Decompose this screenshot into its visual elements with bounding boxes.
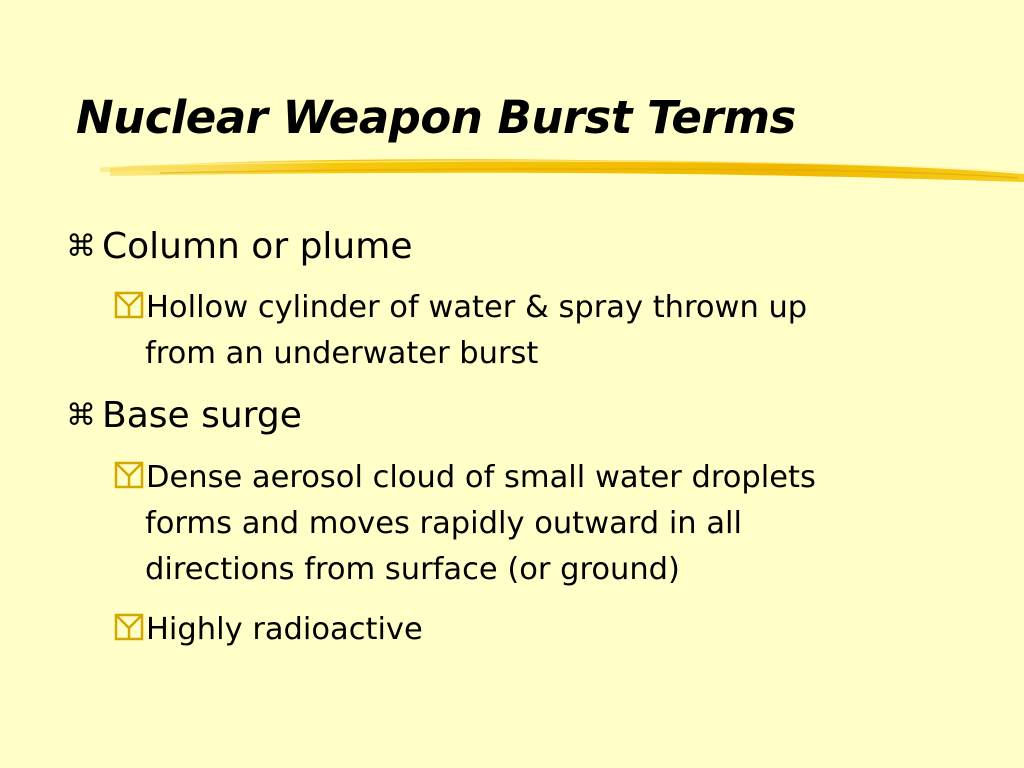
- sub-bullet-line: Hollow cylinder of water & spray thrown up: [146, 290, 808, 325]
- bullet-column-or-plume: [66, 225, 412, 269]
- sub-bullet-dense-aerosol: [114, 455, 944, 593]
- sub-bullet-line: forms and moves rapidly outward in all: [145, 506, 742, 541]
- title-underline-brushstroke: [100, 148, 1024, 188]
- checkbox-y-icon: [114, 612, 144, 642]
- bullet-base-surge: [66, 394, 302, 438]
- sub-bullet-line: Dense aerosol cloud of small water droplets: [146, 460, 816, 495]
- sub-bullet-line: directions from surface (or ground): [145, 552, 680, 587]
- sub-bullet-line: Highly radioactive: [146, 612, 423, 647]
- command-key-icon: ⌘: [66, 229, 96, 264]
- slide-title: Nuclear Weapon Burst Terms: [76, 91, 796, 144]
- command-key-icon: ⌘: [66, 398, 96, 433]
- checkbox-y-icon: [114, 460, 144, 490]
- bullet-label: Base surge: [102, 395, 302, 436]
- sub-bullet-line: from an underwater burst: [145, 336, 539, 371]
- sub-bullet-hollow-cylinder: [114, 285, 944, 377]
- sub-bullet-highly-radioactive: [114, 607, 944, 653]
- checkbox-y-icon: [114, 290, 144, 320]
- bullet-label: Column or plume: [102, 226, 413, 267]
